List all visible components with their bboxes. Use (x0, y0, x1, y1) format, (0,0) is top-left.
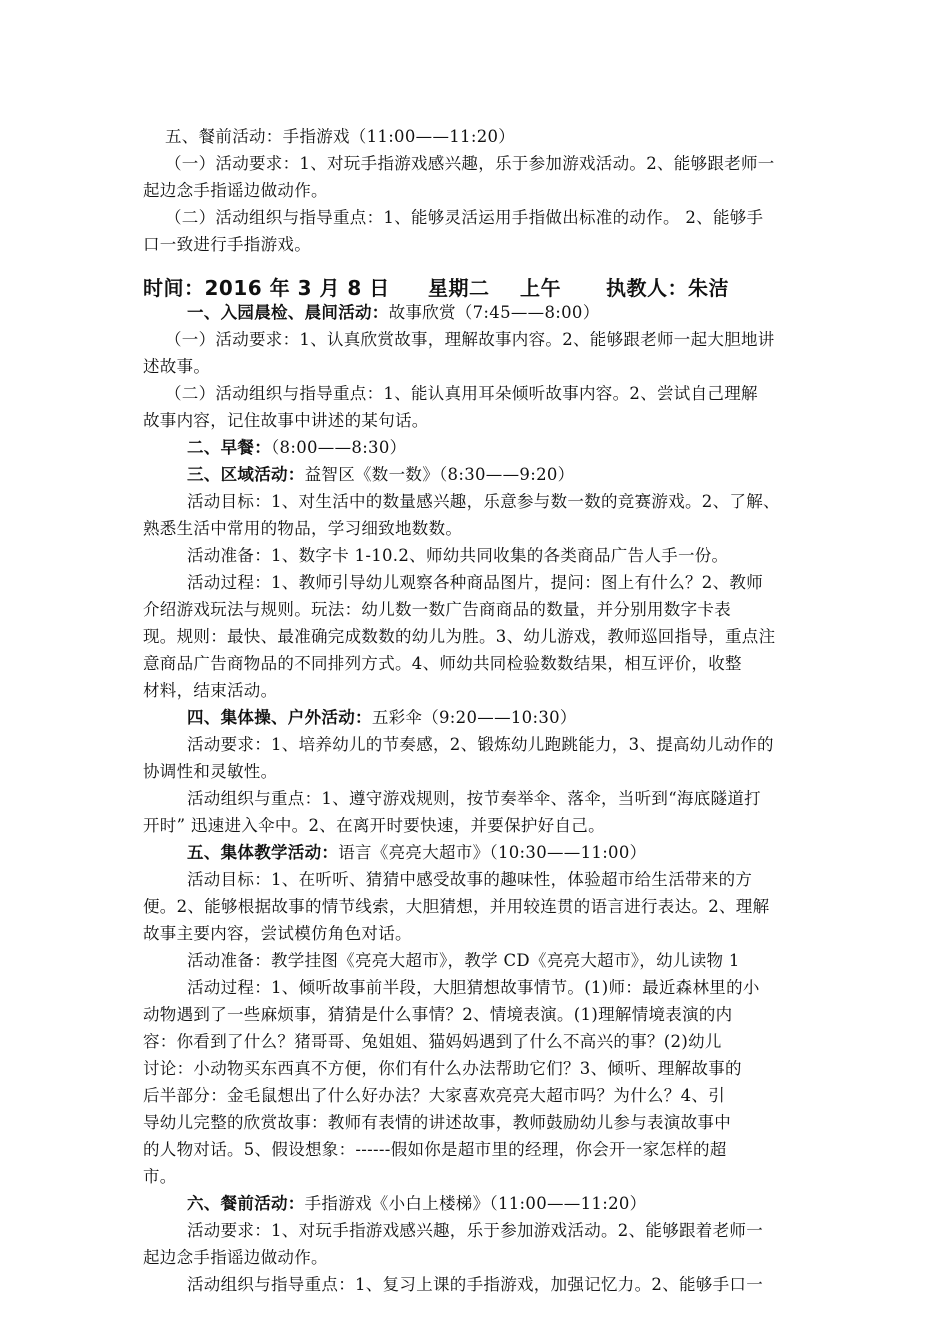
paragraph-line: 活动要求：1、培养幼儿的节奏感，2、锻炼幼儿跑跳能力，3、提高幼儿动作的 (187, 735, 774, 754)
section-title: 三、区域活动： (187, 465, 305, 484)
paragraph-line: （一）活动要求：1、对玩手指游戏感兴趣，乐于参加游戏活动。2、能够跟老师一 (165, 154, 775, 173)
section-heading (187, 705, 577, 731)
paragraph-line: 起边念手指谣边做动作。 (143, 181, 328, 200)
paragraph-line: 活动目标：1、对生活中的数量感兴趣，乐意参与数一数的竞赛游戏。2、了解、 (187, 492, 780, 511)
paragraph-line: 起边念手指谣边做动作。 (143, 1248, 328, 1267)
paragraph-line: 活动组织与重点：1、遵守游戏规则，按节奏举伞、落伞，当听到“海底隧道打 (187, 789, 761, 808)
date-heading: 时间：2016 年 3 月 8 日 (143, 276, 390, 300)
section-subtitle: 益智区《数一数》（8:30——9:20） (304, 465, 575, 484)
weekday-heading: 星期二 (428, 276, 490, 300)
paragraph-line: 活动要求：1、对玩手指游戏感兴趣，乐于参加游戏活动。2、能够跟着老师一 (187, 1221, 763, 1240)
section-title: 四、集体操、户外活动： (187, 708, 372, 727)
section-subtitle: （8:00——8:30） (271, 438, 407, 457)
teacher-heading: 执教人：朱洁 (606, 276, 729, 300)
paragraph-line: 熟悉生活中常用的物品，学习细致地数数。 (143, 519, 463, 538)
section-heading (187, 1191, 646, 1217)
paragraph-line: 活动准备：1、数字卡 1-10.2、师幼共同收集的各类商品广告人手一份。 (187, 546, 729, 565)
paragraph-line: 市。 (143, 1167, 177, 1186)
paragraph-line: 开时” 迅速进入伞中。2、在离开时要快速，并要保护好自己。 (143, 816, 605, 835)
paragraph-line: 五、餐前活动：手指游戏（11:00——11:20） (165, 127, 516, 146)
paragraph-line: （一）活动要求：1、认真欣赏故事，理解故事内容。2、能够跟老师一起大胆地讲 (165, 330, 775, 349)
paragraph-line: 材料，结束活动。 (143, 681, 278, 700)
section-subtitle: 故事欣赏（7:45——8:00） (388, 303, 600, 322)
section-title: 五、集体教学活动： (187, 843, 339, 862)
paragraph-line: 口一致进行手指游戏。 (143, 235, 311, 254)
paragraph-line: （二）活动组织与指导重点：1、能认真用耳朵倾听故事内容。2、尝试自己理解 (165, 384, 758, 403)
section-heading (187, 435, 406, 461)
paragraph-line: 便。2、能够根据故事的情节线索，大胆猜想，并用较连贯的语言进行表达。2、理解 (143, 897, 770, 916)
paragraph-line: 的人物对话。5、假设想象：------假如你是超市里的经理，你会开一家怎样的超 (143, 1140, 727, 1159)
paragraph-line: 故事内容，记住故事中讲述的某句话。 (143, 411, 429, 430)
paragraph-line: 导幼儿完整的欣赏故事：教师有表情的讲述故事，教师鼓励幼儿参与表演故事中 (143, 1113, 731, 1132)
paragraph-line: 活动目标：1、在听听、猜猜中感受故事的趣味性，体验超市给生活带来的方 (187, 870, 753, 889)
period-heading: 上午 (520, 276, 561, 300)
paragraph-line: 活动组织与指导重点：1、复习上课的手指游戏，加强记忆力。2、能够手口一 (187, 1275, 763, 1294)
section-heading (187, 840, 646, 866)
paragraph-line: 活动过程：1、倾听故事前半段，大胆猜想故事情节。(1)师：最近森林里的小 (187, 978, 760, 997)
paragraph-line: 讨论：小动物买东西真不方便，你们有什么办法帮助它们？3、倾听、理解故事的 (143, 1059, 742, 1078)
paragraph-line: 协调性和灵敏性。 (143, 762, 278, 781)
section-title: 二、早餐： (187, 438, 271, 457)
section-subtitle: 语言《亮亮大超市》（10:30——11:00） (338, 843, 647, 862)
paragraph-line: 述故事。 (143, 357, 211, 376)
paragraph-line: 介绍游戏玩法与规则。玩法：幼儿数一数广告商商品的数量，并分别用数字卡表 (143, 600, 731, 619)
section-title: 六、餐前活动： (187, 1194, 305, 1213)
section-title: 一、入园晨检、晨间活动： (187, 303, 389, 322)
paragraph-line: 动物遇到了一些麻烦事，猜猜是什么事情？2、情境表演。(1)理解情境表演的内 (143, 1005, 733, 1024)
section-heading (187, 462, 574, 488)
paragraph-line: 现。规则：最快、最准确完成数数的幼儿为胜。3、幼儿游戏，教师巡回指导，重点注 (143, 627, 776, 646)
paragraph-line: 后半部分：金毛鼠想出了什么好办法？大家喜欢亮亮大超市吗？为什么？4、引 (143, 1086, 725, 1105)
paragraph-line: 活动过程：1、教师引导幼儿观察各种商品图片，提问：图上有什么？2、教师 (187, 573, 763, 592)
section-subtitle: 五彩伞（9:20——10:30） (371, 708, 577, 727)
paragraph-line: 意商品广告商物品的不同排列方式。4、师幼共同检验数数结果，相互评价，收整 (143, 654, 742, 673)
paragraph-line: 活动准备：教学挂图《亮亮大超市》，教学 CD《亮亮大超市》，幼儿读物 1 (187, 951, 740, 970)
paragraph-line: （二）活动组织与指导重点：1、能够灵活运用手指做出标准的动作。 2、能够手 (165, 208, 764, 227)
section-subtitle: 手指游戏《小白上楼梯》（11:00——11:20） (304, 1194, 647, 1213)
section-heading (187, 300, 600, 326)
paragraph-line: 容：你看到了什么？猪哥哥、兔姐姐、猫妈妈遇到了什么不高兴的事？(2)幼儿 (143, 1032, 722, 1051)
paragraph-line: 故事主要内容，尝试模仿角色对话。 (143, 924, 412, 943)
